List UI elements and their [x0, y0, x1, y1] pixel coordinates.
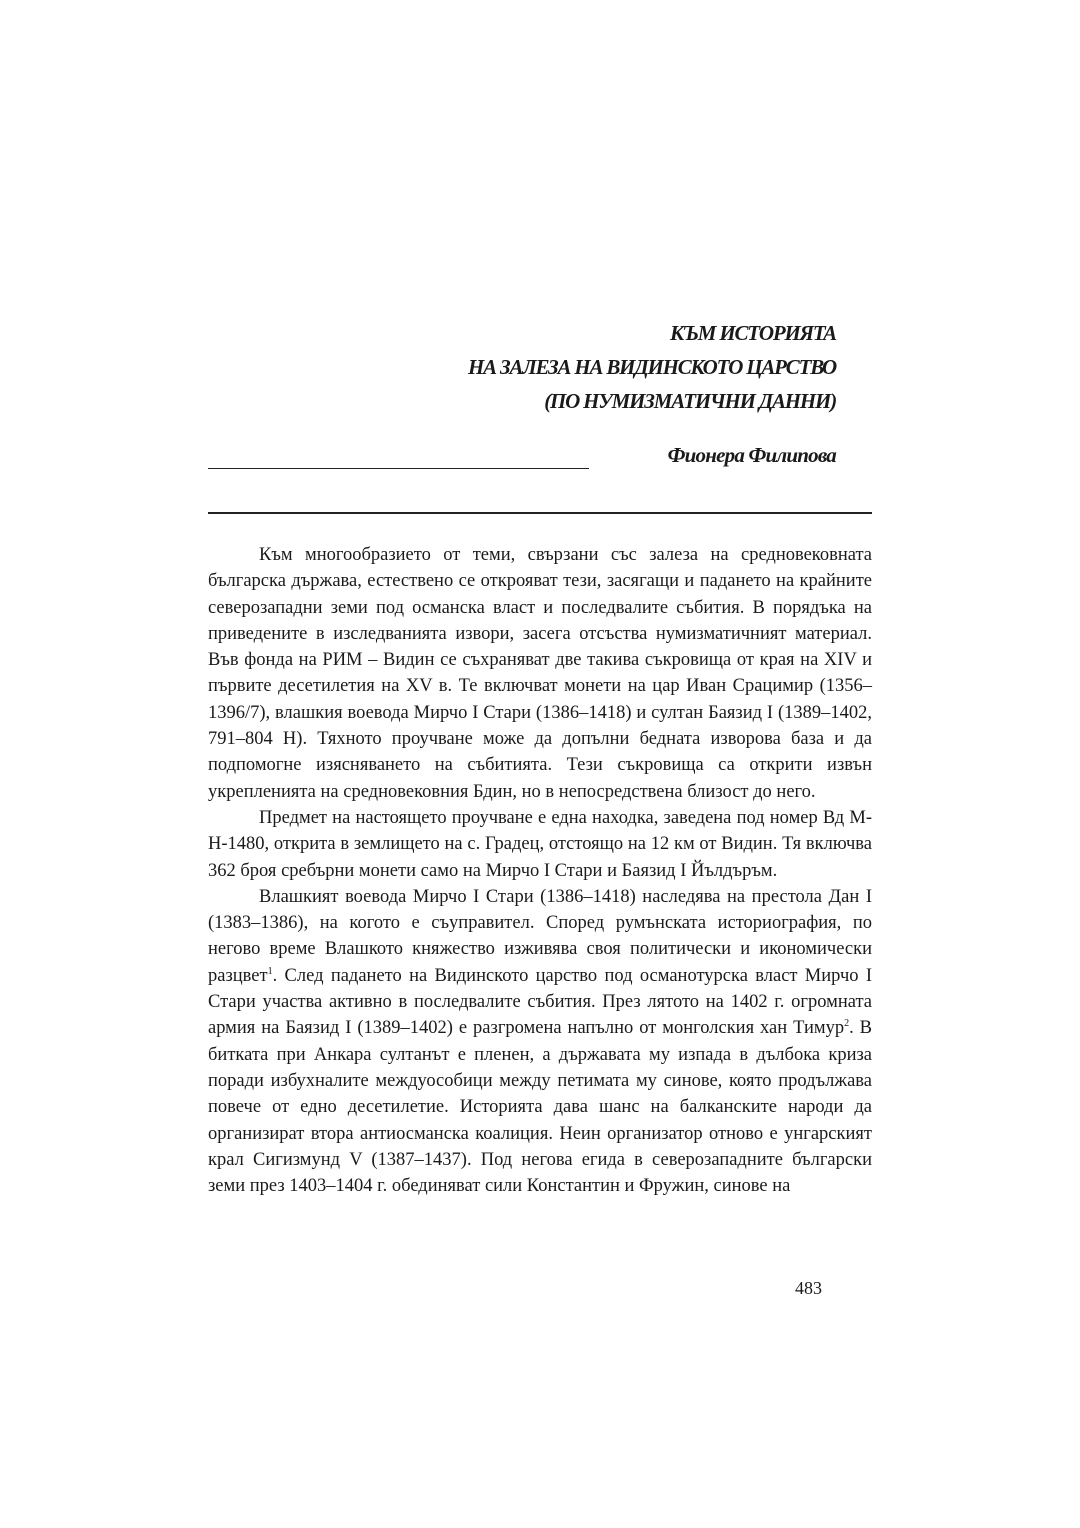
article-title — [468, 316, 836, 418]
footnote-ref-1[interactable]: 1 — [267, 965, 273, 977]
header-divider — [208, 512, 872, 514]
author-divider — [208, 468, 589, 469]
title-line-1: КЪМ ИСТОРИЯТА — [669, 321, 836, 345]
paragraph-3-part-a: Влашкият воевода Мирчо I Стари (1386–1418) наследява на престола Дан I (1383–1386), на когото е съуправител. Според румънската историография, по негово време Влашкото княжество изживява своя политически и икономически разцвет — [208, 886, 872, 986]
paragraph-3-part-b: . След падането на Видинското царство под османотурска власт Мирчо I Стари участва активно в последвалите събития. През лятото на 1402 г. огромната армия на Баязид I (1389–1402) е разгромена напълно от монголския хан Тимур — [208, 965, 872, 1039]
paragraph-1: Към многообразието от теми, свързани със залеза на средновековната българска държава, естествено се открояват тези, засягащи и падането на крайните северозападни земи под османска власт и последвалите събития. В порядъка на приведените в изследванията извори, засега отсъства нумизматичният материал. Във фонда на РИМ – Видин се съхраняват две такива съкровища от края на XIV и първите десетилетия на XV в. Те включват монети на цар Иван Срацимир (1356–1396/7), влашкия воевода Мирчо I Стари (1386–1418) и султан Баязид I (1389–1402, 791–804 Н). Тяхното проучване може да допълни бедната изворова база и да подпомогне изясняването на събитията. Тези съкровища са открити извън укрепленията на средновековния Бдин, но в непосредствена близост до него. — [208, 545, 872, 802]
paragraph-3 — [208, 884, 872, 1200]
title-line-2: НА ЗАЛЕЗА НА ВИДИНСКОТО ЦАРСТВО — [468, 355, 836, 379]
article-body — [208, 542, 872, 1199]
paragraph-2: Предмет на настоящето проучване е една находка, заведена под номер Вд М-Н-1480, открита в землището на с. Градец, отстоящо на 12 км от Видин. Тя включва 362 броя сребърни монети само на Мирчо I Стари и Баязид I Йълдъръм. — [208, 807, 872, 881]
page-number: 483 — [795, 1278, 822, 1298]
title-line-3: (ПО НУМИЗМАТИЧНИ ДАННИ) — [544, 389, 836, 413]
author-name: Фионера Филипова — [667, 443, 836, 467]
footnote-ref-2[interactable]: 2 — [844, 1018, 850, 1030]
paragraph-3-part-c: . В битката при Анкара султанът е пленен, а държавата му изпада в дълбока криза поради избухналите междуособици между петимата му синове, която продължава повече от едно десетилетие. Историята дава шанс на балканските народи да организират втора антиосманска коалиция. Неин организатор отново е унгарският крал Сигизмунд V (1387–1437). Под негова егида в северозападните български земи през 1403–1404 г. обединяват сили Константин и Фружин, синове на — [208, 1018, 872, 1197]
